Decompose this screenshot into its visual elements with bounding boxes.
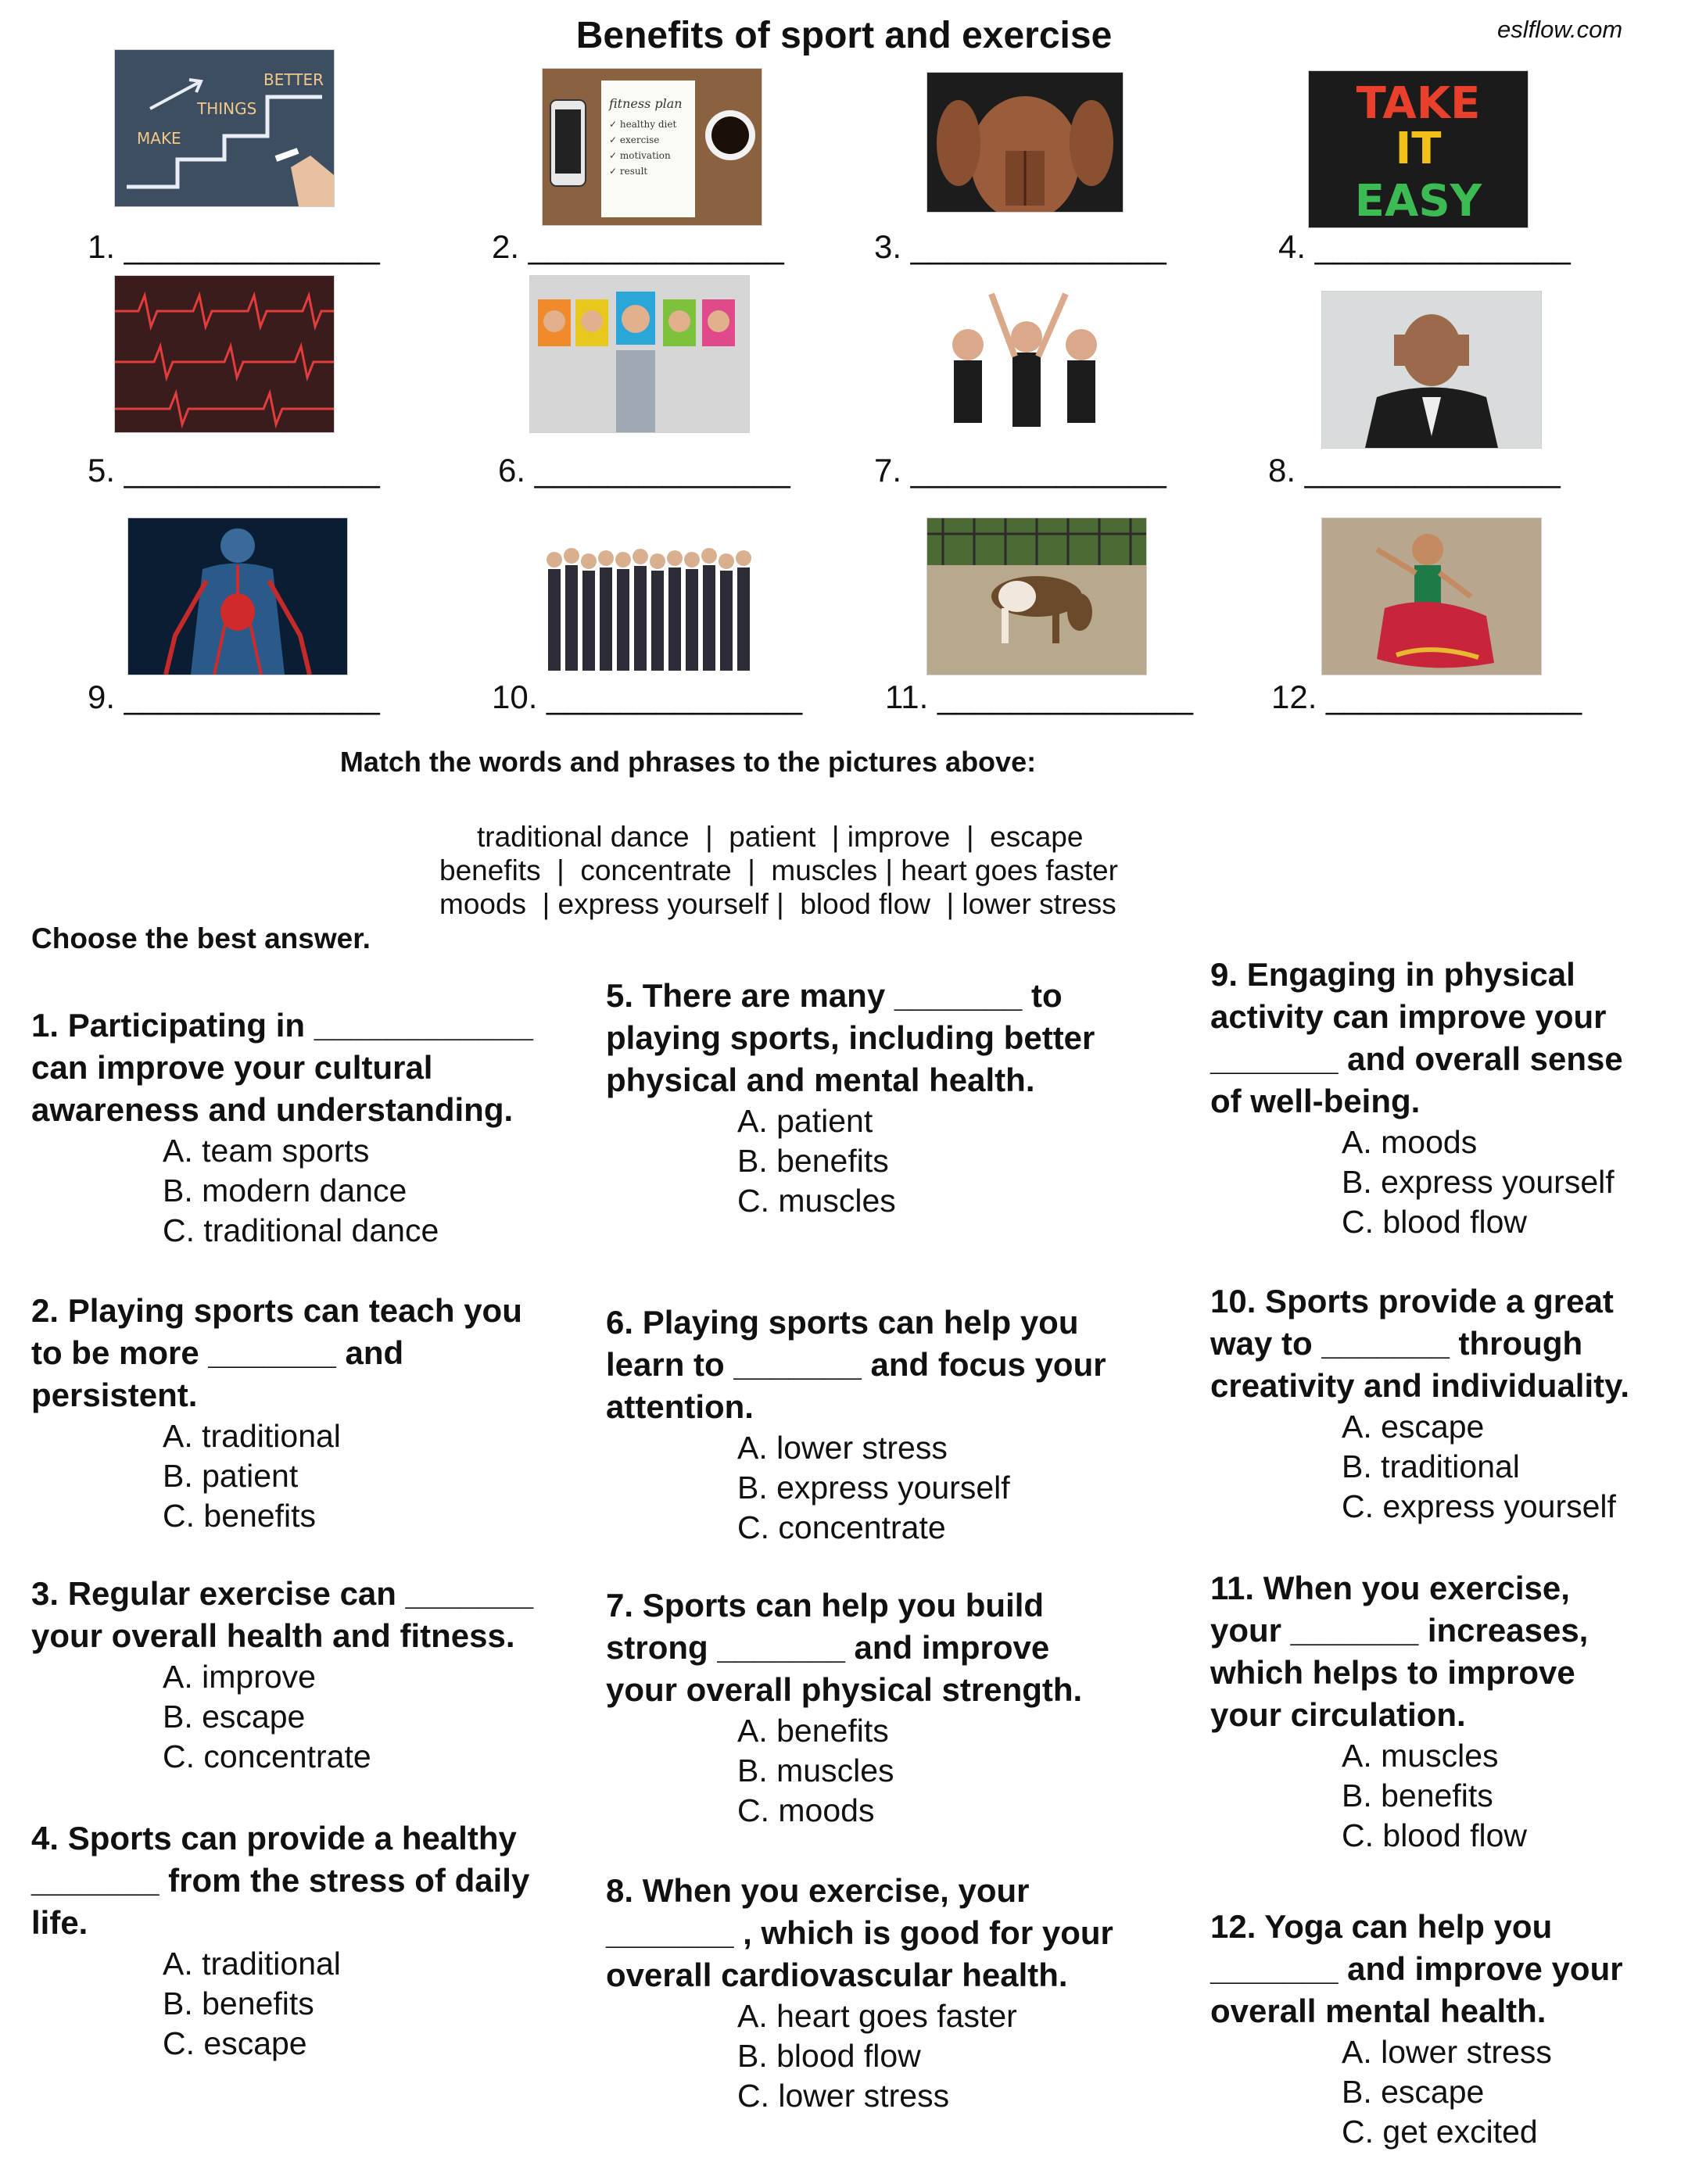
option-c[interactable]: C. concentrate: [163, 1738, 371, 1774]
svg-text:fitness plan: fitness plan: [609, 96, 683, 111]
option-b[interactable]: B. blood flow: [737, 2038, 921, 2074]
question-block: [1210, 1280, 1648, 1527]
option-c[interactable]: C. lower stress: [737, 2078, 950, 2114]
question-text: 2. Playing sports can teach you to be more _______ and persistent.: [31, 1292, 522, 1413]
svg-text:MAKE: MAKE: [137, 129, 181, 148]
businessman-concentrating-icon: [1321, 291, 1542, 449]
svg-text:✓ exercise: ✓ exercise: [609, 134, 660, 145]
picture-label: 9. ______________: [88, 678, 380, 715]
option-b[interactable]: B. benefits: [737, 1143, 889, 1179]
picture-label: 8. ______________: [1268, 452, 1561, 489]
option-a[interactable]: A. moods: [1342, 1124, 1478, 1160]
option-c[interactable]: C. get excited: [1342, 2114, 1538, 2150]
answer-options: [737, 1996, 1114, 2116]
heartbeat-line-icon: [114, 275, 335, 433]
svg-text:THINGS: THINGS: [197, 99, 257, 118]
make-things-better-stairs-icon: [114, 49, 335, 207]
answer-options: [163, 1416, 547, 1536]
svg-text:✓ result: ✓ result: [609, 166, 648, 177]
option-c[interactable]: C. escape: [163, 2025, 307, 2061]
answer-options: [1342, 1122, 1648, 1242]
man-with-mood-faces-icon: [529, 275, 750, 433]
question-text: 3. Regular exercise can _______ your overall health and fitness.: [31, 1575, 534, 1654]
question-text: 4. Sports can provide a healthy _______ from the stress of daily life.: [31, 1820, 530, 1941]
quiz-heading: Choose the best answer.: [31, 922, 371, 954]
svg-text:IT: IT: [1395, 124, 1442, 174]
match-instructions: Match the words and phrases to the pictures above:: [339, 746, 1037, 778]
picture-label: 5. ______________: [88, 452, 380, 489]
question-block: [31, 1573, 547, 1777]
question-block: [606, 1584, 1114, 1831]
traditional-dancer-icon: [1321, 517, 1542, 675]
option-b[interactable]: B. traditional: [1342, 1448, 1520, 1484]
picture-label: 10. ______________: [492, 678, 803, 715]
word-bank-line: moods | express yourself | blood flow | lower stress: [439, 888, 1116, 920]
question-text: 11. When you exercise, your _______ increases, which helps to improve your circulation.: [1210, 1570, 1589, 1733]
muscular-torso-icon: [926, 72, 1124, 213]
answer-options: [163, 1657, 547, 1777]
option-c[interactable]: C. blood flow: [1342, 1204, 1528, 1240]
question-text: 9. Engaging in physical activity can improve your _______ and overall sense of well-being.: [1210, 956, 1623, 1119]
answer-options: [163, 1944, 547, 2064]
option-b[interactable]: B. muscles: [737, 1753, 894, 1788]
option-b[interactable]: B. benefits: [1342, 1778, 1493, 1813]
option-a[interactable]: A. traditional: [163, 1946, 341, 1982]
option-b[interactable]: B. benefits: [163, 1985, 314, 2021]
question-block: [606, 1870, 1114, 2116]
question-block: [1210, 1906, 1648, 2152]
question-text: 12. Yoga can help you _______ and improve your overall mental health.: [1210, 1908, 1623, 2029]
question-text: 6. Playing sports can help you learn to _______ and focus your attention.: [606, 1304, 1106, 1425]
answer-options: [1342, 1407, 1648, 1527]
question-text: 10. Sports provide a great way to _______ through creativity and individuality.: [1210, 1283, 1630, 1404]
svg-text:EASY: EASY: [1354, 176, 1482, 227]
question-text: 7. Sports can help you build strong _______ and improve your overall physical strength.: [606, 1587, 1083, 1708]
answer-options: [737, 1711, 1114, 1831]
picture-label: 7. ______________: [874, 452, 1167, 489]
option-c[interactable]: C. muscles: [737, 1183, 896, 1219]
word-bank-line: benefits | concentrate | muscles | heart goes faster: [439, 854, 1118, 886]
fitness-plan-notepad-icon: [542, 68, 762, 226]
option-a[interactable]: A. muscles: [1342, 1738, 1499, 1774]
option-a[interactable]: A. lower stress: [737, 1430, 948, 1466]
option-c[interactable]: C. traditional dance: [163, 1212, 439, 1248]
option-c[interactable]: C. benefits: [163, 1498, 316, 1534]
picture-label: 12. ______________: [1271, 678, 1582, 715]
picture-label: 2. ______________: [492, 228, 784, 265]
option-a[interactable]: A. traditional: [163, 1418, 341, 1454]
site-name: eslflow.com: [1497, 16, 1623, 43]
option-a[interactable]: A. benefits: [737, 1713, 889, 1749]
page-title: Benefits of sport and exercise: [575, 15, 1113, 56]
word-bank-line: traditional dance | patient | improve | escape: [477, 821, 1084, 853]
picture-label: 1. ______________: [88, 228, 380, 265]
question-block: [31, 1004, 547, 1251]
dog-escaping-gate-icon: [926, 517, 1147, 675]
svg-text:TAKE: TAKE: [1356, 78, 1481, 129]
answer-options: [1342, 1736, 1648, 1856]
option-a[interactable]: A. patient: [737, 1103, 873, 1139]
option-c[interactable]: C. express yourself: [1342, 1488, 1616, 1524]
three-girls-posing-icon: [913, 278, 1132, 435]
picture-label: 3. ______________: [874, 228, 1167, 265]
picture-label: 11. ______________: [885, 678, 1193, 715]
option-b[interactable]: B. patient: [163, 1458, 299, 1494]
option-a[interactable]: A. improve: [163, 1659, 316, 1695]
question-block: [1210, 954, 1648, 1242]
option-a[interactable]: A. escape: [1342, 1409, 1485, 1445]
picture-label: 6. ______________: [498, 452, 790, 489]
option-a[interactable]: A. lower stress: [1342, 2034, 1552, 2070]
option-a[interactable]: A. team sports: [163, 1133, 370, 1169]
option-c[interactable]: C. concentrate: [737, 1509, 946, 1545]
question-block: [31, 1290, 547, 1536]
question-block: [31, 1817, 547, 2064]
question-block: [606, 975, 1114, 1221]
svg-text:✓ healthy diet: ✓ healthy diet: [609, 119, 677, 130]
option-b[interactable]: B. escape: [1342, 2074, 1485, 2110]
answer-options: [737, 1101, 1114, 1221]
question-block: [606, 1301, 1114, 1548]
option-c[interactable]: C. blood flow: [1342, 1817, 1528, 1853]
question-text: 1. Participating in ____________ can improve your cultural awareness and understanding.: [31, 1007, 534, 1128]
option-b[interactable]: B. express yourself: [737, 1470, 1010, 1506]
option-a[interactable]: A. heart goes faster: [737, 1998, 1017, 2034]
option-b[interactable]: B. modern dance: [163, 1173, 407, 1208]
human-circulatory-system-icon: [127, 517, 348, 675]
question-text: 5. There are many _______ to playing sports, including better physical and mental health.: [606, 977, 1095, 1098]
take-it-easy-icon: [1308, 70, 1529, 228]
svg-text:BETTER: BETTER: [263, 70, 324, 89]
option-b[interactable]: B. express yourself: [1342, 1164, 1615, 1200]
picture-label: 4. ______________: [1278, 228, 1571, 265]
svg-text:✓ motivation: ✓ motivation: [609, 150, 671, 161]
row-of-waiting-people-icon: [542, 538, 761, 678]
answer-options: [737, 1428, 1114, 1548]
question-block: [1210, 1567, 1648, 1856]
answer-options: [163, 1131, 547, 1251]
option-b[interactable]: B. escape: [163, 1699, 306, 1735]
option-c[interactable]: C. moods: [737, 1792, 875, 1828]
question-text: 8. When you exercise, your _______ , which is good for your overall cardiovascular health.: [606, 1872, 1113, 1993]
answer-options: [1342, 2032, 1648, 2152]
